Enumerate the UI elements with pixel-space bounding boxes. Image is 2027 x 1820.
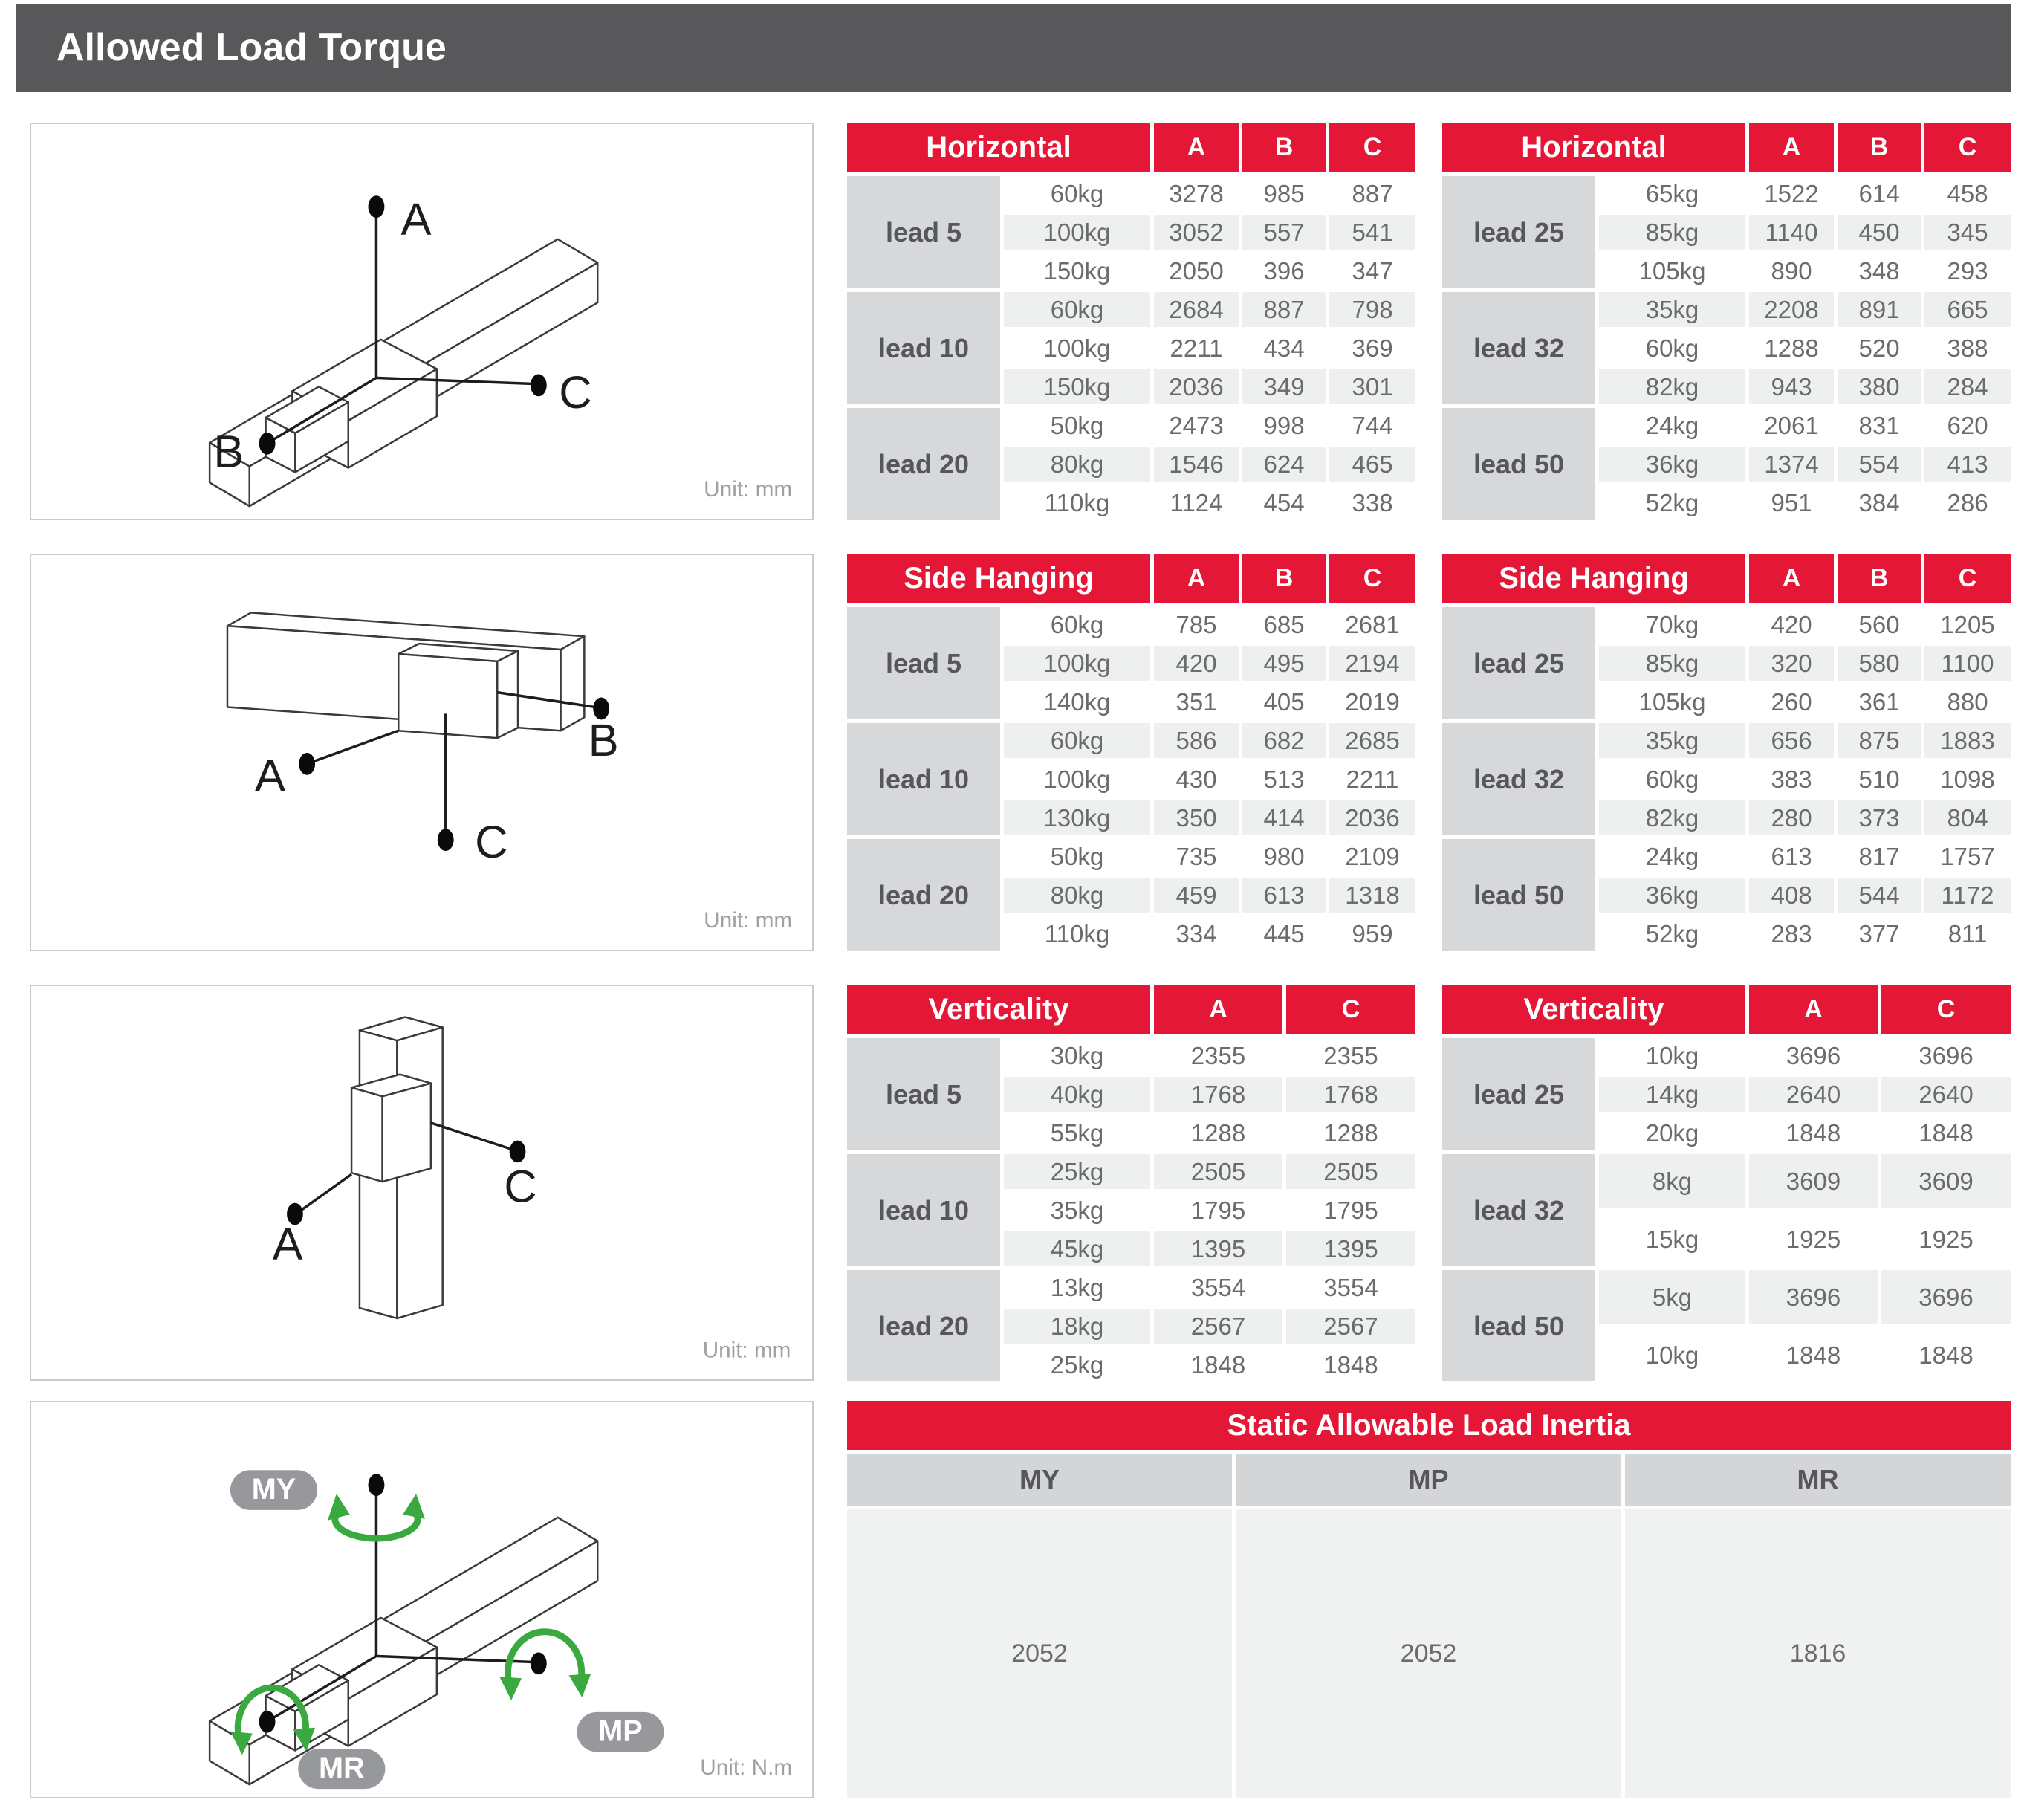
value-cell: 286 [1924,485,2011,520]
load-cell: 50kg [1004,408,1150,443]
value-cell: 875 [1838,723,1921,758]
axis-label-b: B [213,426,244,478]
value-cell: 2640 [1881,1077,2011,1112]
table-title: Verticality [1442,985,1745,1034]
load-cell: 35kg [1004,1193,1150,1228]
value-cell: 420 [1749,607,1834,642]
value-cell: 1795 [1154,1193,1282,1228]
value-cell: 420 [1154,646,1239,681]
load-cell: 14kg [1599,1077,1745,1112]
value-cell: 1757 [1924,839,2011,874]
value-cell: 345 [1924,215,2011,250]
value-cell: 2567 [1154,1309,1282,1344]
load-cell: 40kg [1004,1077,1150,1112]
value-cell: 2505 [1154,1154,1282,1189]
value-cell: 744 [1329,408,1415,443]
value-cell: 1795 [1286,1193,1415,1228]
lead-cell: lead 50 [1442,1270,1595,1381]
value-cell: 951 [1749,485,1834,520]
load-cell: 150kg [1004,369,1150,404]
table-row [847,1270,1415,1305]
value-cell: 1522 [1749,176,1834,211]
value-cell: 434 [1242,331,1326,366]
value-cell: 1318 [1329,878,1415,913]
my-pill-label: MY [251,1473,296,1506]
value-cell: 450 [1838,215,1921,250]
column-header-b: B [1838,554,1921,603]
load-cell: 25kg [1004,1154,1150,1189]
value-cell: 510 [1838,762,1921,797]
value-cell: 541 [1329,215,1415,250]
value-cell: 1140 [1749,215,1834,250]
carriage [398,644,518,738]
value-cell: 2211 [1329,762,1415,797]
load-cell: 24kg [1599,839,1745,874]
load-cell: 80kg [1004,878,1150,913]
diagram-side-hanging [30,554,814,951]
value-cell: 1848 [1749,1115,1878,1150]
value-cell: 377 [1838,916,1921,951]
table-row [847,292,1415,327]
value-cell: 890 [1749,253,1834,288]
table-row [1442,176,2011,211]
value-cell: 2681 [1329,607,1415,642]
verticality-diagram-drawing [31,986,812,1379]
value-cell: 3609 [1881,1154,2011,1208]
unit-label: Unit: mm [704,908,793,933]
page-title: Allowed Load Torque [16,4,2011,92]
value-cell-my: 2052 [847,1509,1232,1798]
value-cell: 2355 [1154,1038,1282,1073]
value-cell: 2194 [1329,646,1415,681]
value-cell: 1100 [1924,646,2011,681]
column-header-a: A [1154,554,1239,603]
axis-label-c: C [504,1161,537,1212]
column-header-a: A [1154,985,1282,1034]
lead-cell: lead 25 [1442,607,1595,719]
table-row [847,607,1415,642]
value-cell: 3554 [1286,1270,1415,1305]
column-header-c: C [1881,985,2011,1034]
horizontal-diagram-drawing [31,124,812,519]
value-cell: 414 [1242,800,1326,835]
value-cell: 350 [1154,800,1239,835]
value-cell: 959 [1329,916,1415,951]
value-cell: 495 [1242,646,1326,681]
value-cell: 458 [1924,176,2011,211]
value-cell: 620 [1924,408,2011,443]
value-cell: 1925 [1881,1212,2011,1266]
value-cell: 785 [1154,607,1239,642]
column-header-c: C [1924,123,2011,172]
table-row [1442,1038,2011,1073]
value-cell: 260 [1749,684,1834,719]
lead-cell: lead 32 [1442,1154,1595,1266]
load-cell: 24kg [1599,408,1745,443]
load-cell: 45kg [1004,1231,1150,1266]
table-title: Side Hanging [1442,554,1745,603]
value-cell: 301 [1329,369,1415,404]
value-cell: 2505 [1286,1154,1415,1189]
value-cell: 544 [1838,878,1921,913]
diagram-torque-axes [30,1401,814,1798]
value-cell: 3696 [1881,1270,2011,1324]
carriage [266,340,437,473]
unit-label: Unit: mm [704,477,793,502]
value-cell: 405 [1242,684,1326,719]
value-cell: 656 [1749,723,1834,758]
load-cell: 60kg [1599,331,1745,366]
value-cell: 2061 [1749,408,1834,443]
load-cell: 10kg [1599,1038,1745,1073]
value-cell: 2211 [1154,331,1239,366]
value-cell: 1848 [1881,1115,2011,1150]
unit-label: Unit: mm [702,1338,791,1363]
value-cell: 2473 [1154,408,1239,443]
value-cell: 613 [1749,839,1834,874]
value-cell: 1288 [1749,331,1834,366]
load-cell: 140kg [1004,684,1150,719]
table-row [1442,292,2011,327]
column-header-mr: MR [1625,1454,2011,1506]
value-cell: 347 [1329,253,1415,288]
side-hanging-diagram-drawing [31,555,812,950]
load-cell: 100kg [1004,762,1150,797]
lead-cell: lead 10 [847,1154,1000,1266]
load-cell: 8kg [1599,1154,1745,1208]
load-cell: 36kg [1599,878,1745,913]
value-cell: 560 [1838,607,1921,642]
load-cell: 85kg [1599,646,1745,681]
value-cell: 338 [1329,485,1415,520]
value-cell: 1205 [1924,607,2011,642]
column-header-my: MY [847,1454,1232,1506]
carriage [266,1618,437,1751]
load-cell: 18kg [1004,1309,1150,1344]
value-cell: 2355 [1286,1038,1415,1073]
table-row [1442,839,2011,874]
value-cell: 454 [1242,485,1326,520]
table-title: Static Allowable Load Inertia [847,1401,2011,1450]
mp-pill-label: MP [598,1714,643,1748]
value-cell: 1848 [1749,1328,1878,1381]
value-cell: 369 [1329,331,1415,366]
load-cell: 25kg [1004,1347,1150,1381]
axis-label-a: A [272,1218,303,1269]
value-cell: 430 [1154,762,1239,797]
column-header-a: A [1749,123,1834,172]
table-row [847,723,1415,758]
value-cell: 3696 [1881,1038,2011,1073]
value-cell: 3609 [1749,1154,1878,1208]
value-cell: 943 [1749,369,1834,404]
value-cell-mp: 2052 [1236,1509,1621,1798]
lead-cell: lead 20 [847,1270,1000,1381]
load-cell: 36kg [1599,447,1745,482]
value-cell: 880 [1924,684,2011,719]
value-cell: 1546 [1154,447,1239,482]
load-cell: 60kg [1004,723,1150,758]
value-cell: 1768 [1154,1077,1282,1112]
column-header-a: A [1749,985,1878,1034]
value-cell: 3052 [1154,215,1239,250]
unit-label: Unit: N.m [700,1755,793,1781]
load-cell: 30kg [1004,1038,1150,1073]
column-header-c: C [1329,123,1415,172]
lead-cell: lead 20 [847,408,1000,520]
value-cell: 554 [1838,447,1921,482]
axis-label-c: C [475,816,508,868]
table-row [1442,1270,2011,1324]
lead-cell: lead 50 [1442,839,1595,951]
value-cell: 3696 [1749,1270,1878,1324]
value-cell: 887 [1329,176,1415,211]
value-cell: 614 [1838,176,1921,211]
value-cell: 283 [1749,916,1834,951]
load-cell: 105kg [1599,684,1745,719]
table-row [1442,1154,2011,1208]
value-cell: 2208 [1749,292,1834,327]
value-cell: 1172 [1924,878,2011,913]
lead-cell: lead 25 [1442,1038,1595,1150]
value-cell: 887 [1242,292,1326,327]
value-cell: 624 [1242,447,1326,482]
lead-cell: lead 25 [1442,176,1595,288]
value-cell: 2036 [1329,800,1415,835]
value-cell: 798 [1329,292,1415,327]
value-cell: 1288 [1154,1115,1282,1150]
value-cell: 980 [1242,839,1326,874]
value-cell: 320 [1749,646,1834,681]
column-header-c: C [1286,985,1415,1034]
column-header-a: A [1154,123,1239,172]
load-cell: 50kg [1004,839,1150,874]
value-cell: 557 [1242,215,1326,250]
load-cell: 60kg [1004,176,1150,211]
value-cell: 351 [1154,684,1239,719]
value-cell: 580 [1838,646,1921,681]
lead-cell: lead 32 [1442,292,1595,404]
value-cell: 2684 [1154,292,1239,327]
value-cell: 280 [1749,800,1834,835]
axis-label-a: A [255,750,286,802]
lead-cell: lead 20 [847,839,1000,951]
column-header-mp: MP [1236,1454,1621,1506]
table-title: Side Hanging [847,554,1150,603]
load-cell: 100kg [1004,331,1150,366]
value-cell: 1925 [1749,1212,1878,1266]
column-header-b: B [1242,554,1326,603]
load-cell: 52kg [1599,485,1745,520]
value-cell: 388 [1924,331,2011,366]
value-cell: 2567 [1286,1309,1415,1344]
table-side-hanging-left [847,554,1415,951]
column-header-c: C [1329,554,1415,603]
value-cell: 513 [1242,762,1326,797]
value-cell: 396 [1242,253,1326,288]
lead-cell: lead 32 [1442,723,1595,835]
value-cell: 459 [1154,878,1239,913]
value-cell: 1768 [1286,1077,1415,1112]
lead-cell: lead 5 [847,607,1000,719]
value-cell: 2685 [1329,723,1415,758]
value-cell: 613 [1242,878,1326,913]
lead-cell: lead 10 [847,292,1000,404]
torque-diagram-drawing [31,1402,812,1797]
value-cell: 3278 [1154,176,1239,211]
value-cell: 1883 [1924,723,2011,758]
value-cell: 2036 [1154,369,1239,404]
mr-pill-label: MR [318,1752,365,1785]
value-cell-mr: 1816 [1625,1509,2011,1798]
value-cell: 284 [1924,369,2011,404]
load-cell: 5kg [1599,1270,1745,1324]
table-side-hanging-right [1442,554,2011,951]
axis-label-a: A [400,193,432,245]
table-row [1442,607,2011,642]
load-cell: 100kg [1004,215,1150,250]
lead-cell: lead 50 [1442,408,1595,520]
load-cell: 13kg [1004,1270,1150,1305]
value-cell: 831 [1838,408,1921,443]
value-cell: 1395 [1154,1231,1282,1266]
value-cell: 1124 [1154,485,1239,520]
diagram-horizontal [30,123,814,520]
lead-cell: lead 5 [847,1038,1000,1150]
value-cell: 665 [1924,292,2011,327]
load-cell: 70kg [1599,607,1745,642]
load-cell: 82kg [1599,369,1745,404]
value-cell: 2019 [1329,684,1415,719]
value-cell: 3696 [1749,1038,1878,1073]
column-header-b: B [1242,123,1326,172]
value-cell: 1395 [1286,1231,1415,1266]
table-title: Horizontal [1442,123,1745,172]
table-title: Verticality [847,985,1150,1034]
load-cell: 65kg [1599,176,1745,211]
value-cell: 998 [1242,408,1326,443]
value-cell: 586 [1154,723,1239,758]
value-cell: 408 [1749,878,1834,913]
value-cell: 811 [1924,916,2011,951]
carriage [351,1075,431,1182]
value-cell: 1374 [1749,447,1834,482]
value-cell: 682 [1242,723,1326,758]
column-header-b: B [1838,123,1921,172]
load-cell: 100kg [1004,646,1150,681]
load-cell: 105kg [1599,253,1745,288]
load-cell: 52kg [1599,916,1745,951]
table-title: Horizontal [847,123,1150,172]
load-cell: 85kg [1599,215,1745,250]
load-cell: 110kg [1004,485,1150,520]
axis-letters [255,715,619,868]
value-cell: 685 [1242,607,1326,642]
value-cell: 1098 [1924,762,2011,797]
load-cell: 35kg [1599,723,1745,758]
load-cell: 80kg [1004,447,1150,482]
load-cell: 60kg [1599,762,1745,797]
value-cell: 1288 [1286,1115,1415,1150]
column-header-c: C [1924,554,2011,603]
axis-label-c: C [559,367,592,419]
value-cell: 361 [1838,684,1921,719]
value-cell: 985 [1242,176,1326,211]
value-cell: 380 [1838,369,1921,404]
value-cell: 465 [1329,447,1415,482]
value-cell: 2640 [1749,1077,1878,1112]
value-cell: 804 [1924,800,2011,835]
value-cell: 293 [1924,253,2011,288]
load-cell: 110kg [1004,916,1150,951]
value-cell: 817 [1838,839,1921,874]
load-cell: 150kg [1004,253,1150,288]
table-row [847,1154,1415,1189]
table-row [847,839,1415,874]
table-row [847,176,1415,211]
table-static-load-inertia [847,1401,2011,1798]
table-verticality-right [1442,985,2011,1381]
value-cell: 2109 [1329,839,1415,874]
value-cell: 891 [1838,292,1921,327]
load-cell: 55kg [1004,1115,1150,1150]
table-horizontal-right [1442,123,2011,520]
value-cell: 735 [1154,839,1239,874]
diagram-verticality [30,985,814,1381]
load-cell: 130kg [1004,800,1150,835]
load-cell: 82kg [1599,800,1745,835]
table-row [847,408,1415,443]
load-cell: 60kg [1004,607,1150,642]
table-row [1442,408,2011,443]
value-cell: 3554 [1154,1270,1282,1305]
table-row [1442,723,2011,758]
value-cell: 348 [1838,253,1921,288]
table-row [847,1038,1415,1073]
value-cell: 384 [1838,485,1921,520]
value-cell: 373 [1838,800,1921,835]
lead-cell: lead 5 [847,176,1000,288]
value-cell: 413 [1924,447,2011,482]
value-cell: 334 [1154,916,1239,951]
load-cell: 35kg [1599,292,1745,327]
table-horizontal-left [847,123,1415,520]
axis-label-b: B [588,714,619,766]
value-cell: 1848 [1154,1347,1282,1381]
value-cell: 520 [1838,331,1921,366]
column-header-a: A [1749,554,1834,603]
lead-cell: lead 10 [847,723,1000,835]
value-cell: 349 [1242,369,1326,404]
table-verticality-left [847,985,1415,1381]
load-cell: 60kg [1004,292,1150,327]
load-cell: 10kg [1599,1328,1745,1381]
value-cell: 1848 [1286,1347,1415,1381]
load-cell: 15kg [1599,1212,1745,1266]
value-cell: 1848 [1881,1328,2011,1381]
value-cell: 383 [1749,762,1834,797]
value-cell: 445 [1242,916,1326,951]
load-cell: 20kg [1599,1115,1745,1150]
value-cell: 2050 [1154,253,1239,288]
